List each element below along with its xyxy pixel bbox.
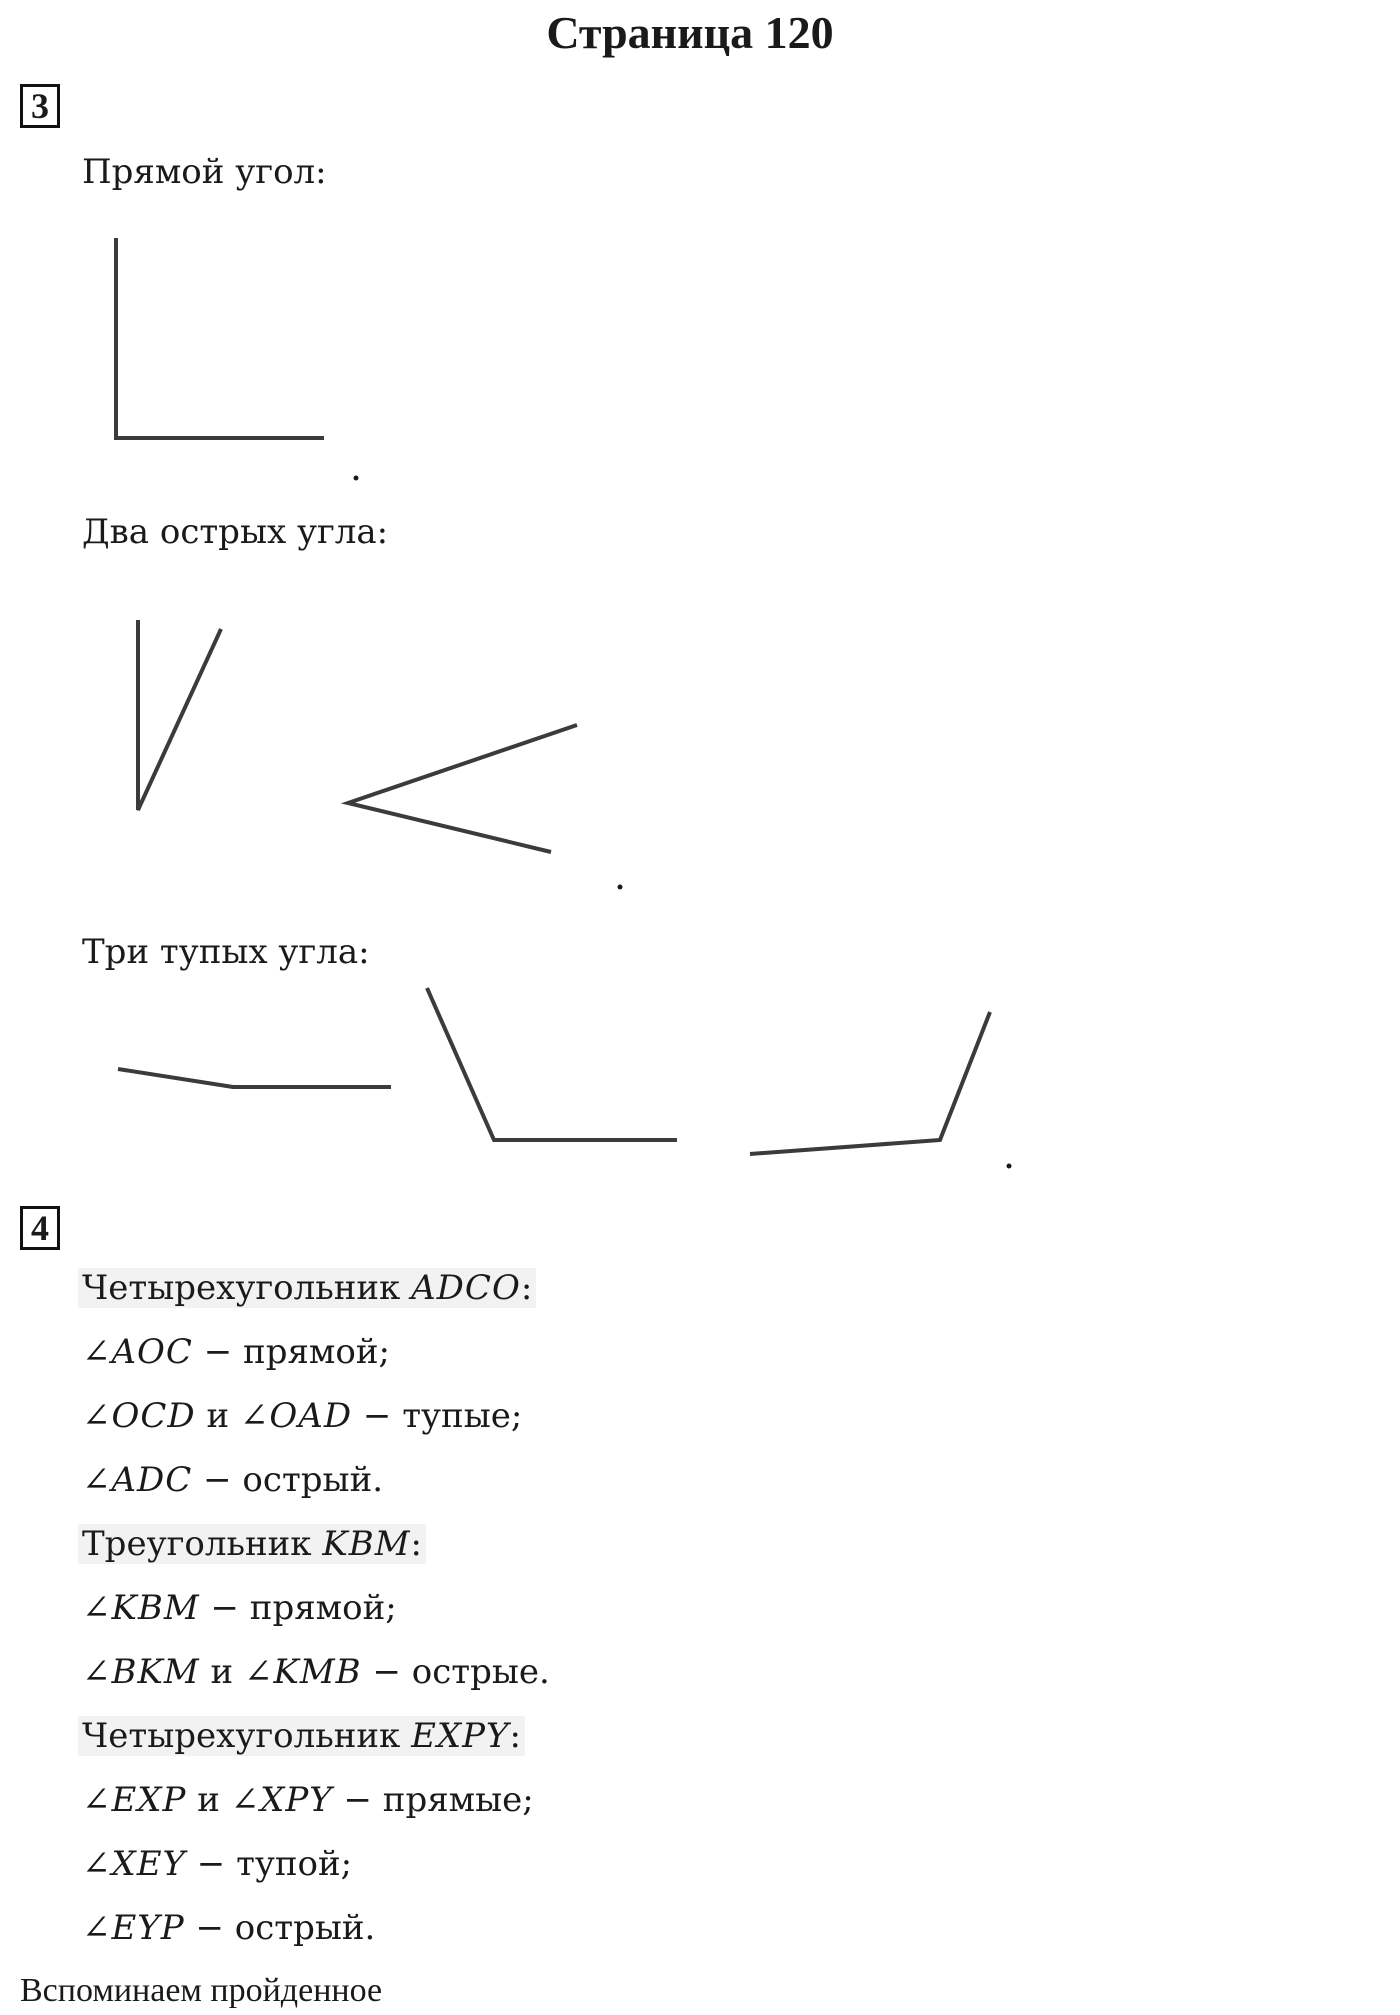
section-footer: Вспоминаем пройденное bbox=[20, 1972, 383, 2009]
period-mark bbox=[618, 885, 623, 890]
task-number-4: 4 bbox=[20, 1206, 60, 1250]
acute-angle-figure-1 bbox=[138, 620, 221, 810]
obtuse-angle-figure-2 bbox=[427, 988, 677, 1140]
quadrilateral-adco-heading: Четырехугольник ADCO: bbox=[82, 1266, 536, 1310]
angle-statement: ∠XEY − тупой; bbox=[82, 1844, 353, 1884]
right-angle-label: Прямой угол: bbox=[82, 152, 327, 192]
task-number-3: 3 bbox=[20, 84, 60, 128]
angle-statement: ∠ADC − острый. bbox=[82, 1460, 384, 1500]
quadrilateral-expy-heading: Четырехугольник EXPY: bbox=[82, 1714, 525, 1758]
angle-statement: ∠EXP и ∠XPY − прямые; bbox=[82, 1780, 534, 1820]
right-angle-figure bbox=[116, 238, 324, 438]
angle-statement: ∠OCD и ∠OAD − тупые; bbox=[82, 1396, 523, 1436]
page-title: Страница 120 bbox=[546, 7, 834, 58]
angle-statement: ∠EYP − острый. bbox=[82, 1908, 376, 1948]
obtuse-angle-figure-3 bbox=[750, 1012, 990, 1154]
obtuse-angle-figure-1 bbox=[118, 1069, 391, 1087]
triangle-kbm-heading: Треугольник KBM: bbox=[82, 1522, 426, 1566]
period-mark bbox=[1007, 1164, 1012, 1169]
angle-statement: ∠BKM и ∠KMB − острые. bbox=[82, 1652, 550, 1692]
angle-statement: ∠AOC − прямой; bbox=[82, 1332, 390, 1372]
obtuse-angles-label: Три тупых угла: bbox=[82, 932, 370, 972]
angle-statement: ∠KBM − прямой; bbox=[82, 1588, 397, 1628]
acute-angles-label: Два острых угла: bbox=[82, 512, 389, 552]
period-mark bbox=[354, 476, 359, 481]
acute-angle-figure-2 bbox=[348, 725, 577, 852]
